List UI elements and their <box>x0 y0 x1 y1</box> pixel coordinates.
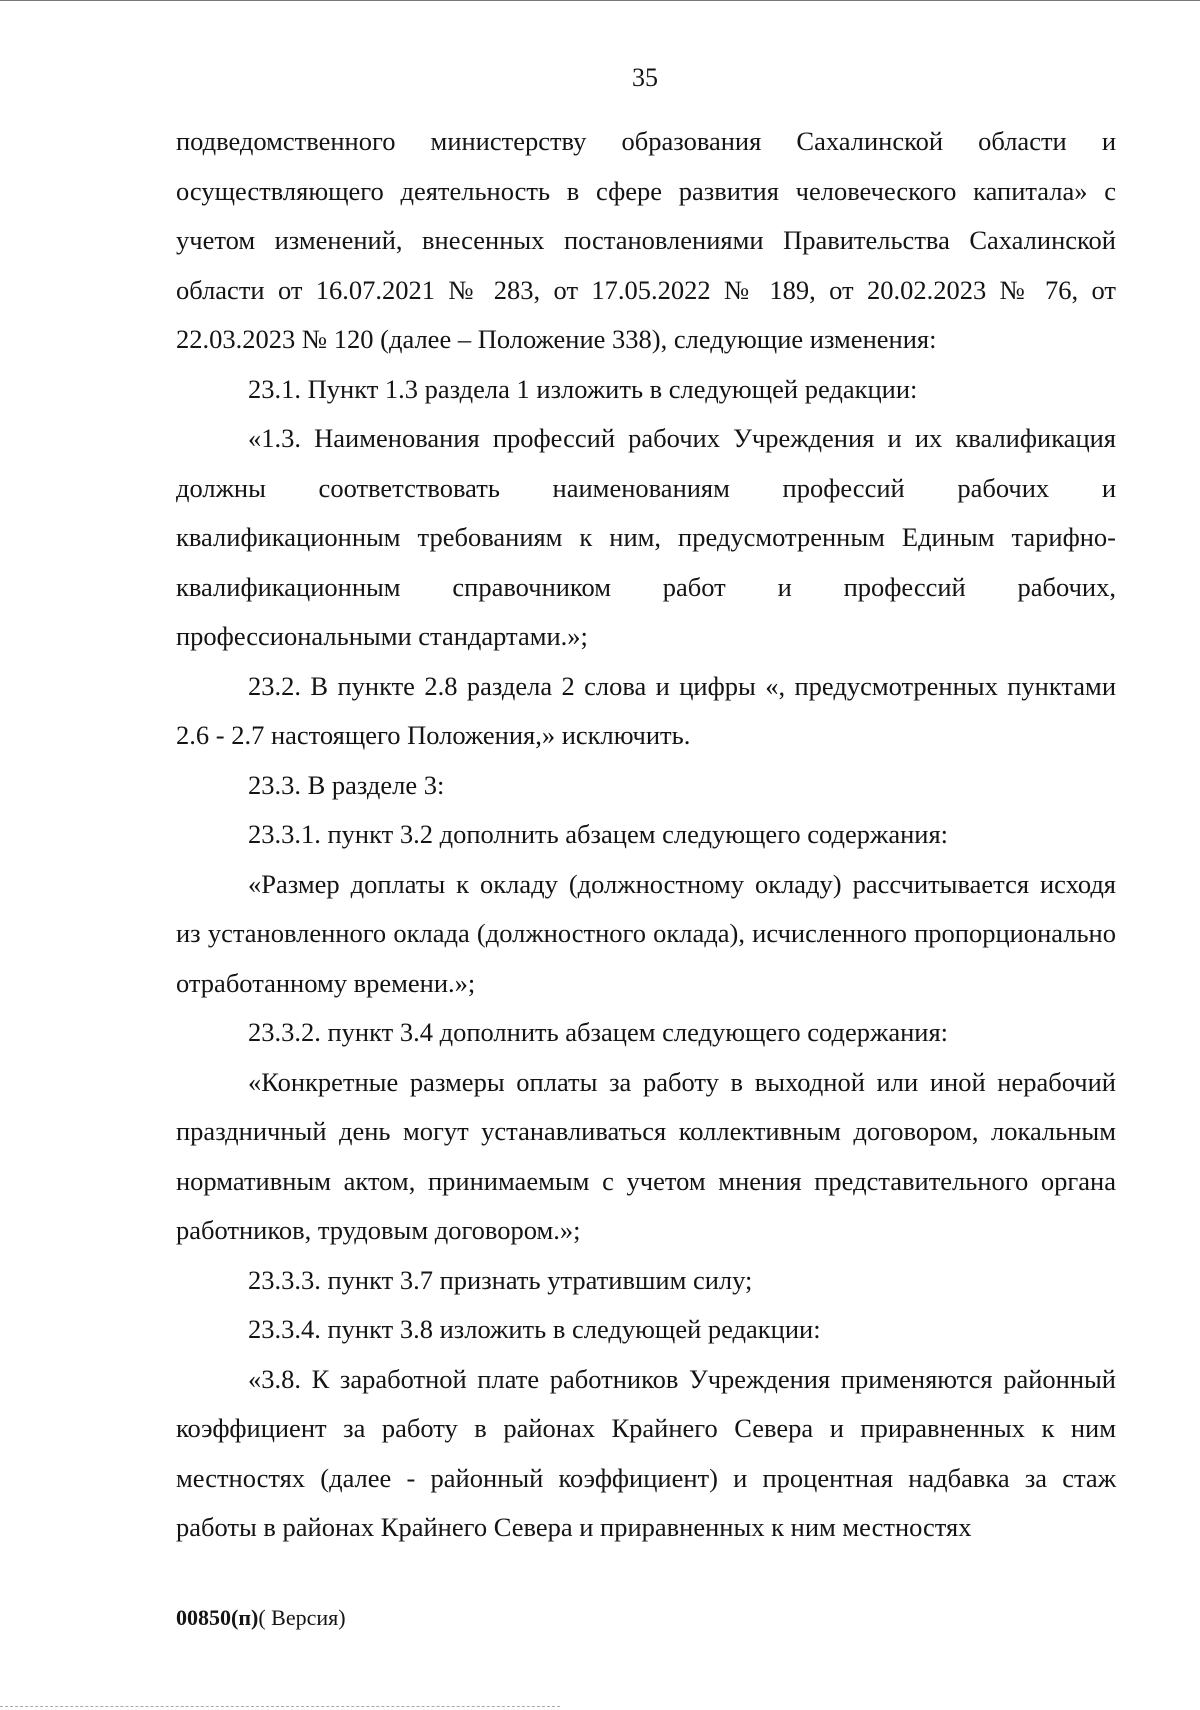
paragraph-23-2: 23.2. В пункте 2.8 раздела 2 слова и цифры «, предусмотренных пунктами 2.6 - 2.7 настоящего Положения,» исключить. <box>176 670 1116 750</box>
footer-code-version: ( Версия) <box>258 1605 346 1630</box>
paragraph-23-3-2: 23.3.2. пункт 3.4 дополнить абзацем следующего содержания: <box>248 1017 949 1047</box>
paragraph-intro-continuation: подведомственного министерству образования Сахалинской области и осуществляющего деятельность в сфере развития человеческого капитала» с учетом изменений, внесенных постановлениями Правительства Сахалинской области от 16.07.2021 № 283, от 17.05.2022 № 189, от 20.02.2023 № 76, от 22.03.2023 № 120 (далее – Положение 338), следующие изменения: <box>176 126 1116 354</box>
paragraph-23-3-1: 23.3.1. пункт 3.2 дополнить абзацем следующего содержания: <box>248 819 949 849</box>
page-number: 35 <box>632 63 658 92</box>
paragraph-quote-holiday-pay: «Конкретные размеры оплаты за работу в выходной или иной нерабочий праздничный день могут устанавливаться коллективным договором, локальным нормативным актом, принимаемым с учетом мнения представительного органа работников, трудовым договором.»; <box>176 1066 1116 1245</box>
footer-code-number: 00850(п) <box>176 1605 259 1630</box>
bottom-scan-edge <box>0 1706 560 1707</box>
document-body <box>176 117 1116 1553</box>
paragraph-quote-3-8: «3.8. К заработной плате работников Учреждения применяются районный коэффициент за работу в районах Крайнего Севера и приравненных к ним местностях (далее - районный коэффициент) и процентная надбавка за стаж работы в районах Крайнего Севера и приравненных к ним местностях <box>176 1363 1116 1542</box>
paragraph-23-3-3: 23.3.3. пункт 3.7 признать утратившим силу; <box>248 1264 753 1295</box>
paragraph-23-1: 23.1. Пункт 1.3 раздела 1 изложить в следующей редакции: <box>248 373 918 404</box>
paragraph-23-3: 23.3. В разделе 3: <box>248 769 445 800</box>
paragraph-quote-doplata: «Размер доплаты к окладу (должностному окладу) рассчитывается исходя из установленного оклада (должностного оклада), исчисленного пропорционально отработанному времени.»; <box>176 868 1116 998</box>
paragraph-23-3-4: 23.3.4. пункт 3.8 изложить в следующей редакции: <box>248 1314 821 1344</box>
footer-document-code <box>176 1604 346 1632</box>
paragraph-quote-1-3: «1.3. Наименования профессий рабочих Учреждения и их квалификация должны соответствовать наименованиям профессий рабочих и квалификационным требованиям к ним, предусмотренным Единым тарифно-квалификационным справочником работ и профессий рабочих, профессиональными стандартами.»; <box>176 423 1116 651</box>
top-scan-edge <box>0 0 1200 1</box>
